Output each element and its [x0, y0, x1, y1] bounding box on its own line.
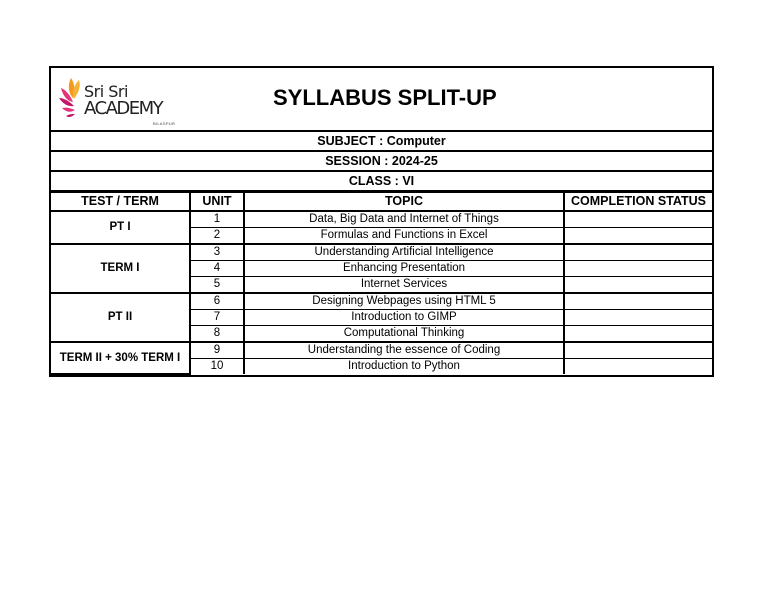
- unit-cell: 9: [190, 342, 244, 359]
- completion-status-cell: [564, 244, 712, 261]
- topic-cell: Computational Thinking: [244, 326, 564, 343]
- completion-status-cell: [564, 359, 712, 375]
- term-cell: TERM I: [51, 244, 190, 293]
- topic-cell: Introduction to GIMP: [244, 310, 564, 326]
- topic-cell: Designing Webpages using HTML 5: [244, 293, 564, 310]
- topic-cell: Introduction to Python: [244, 359, 564, 375]
- subject-row: SUBJECT : Computer: [51, 132, 712, 152]
- completion-status-cell: [564, 228, 712, 245]
- table-body: [51, 211, 712, 374]
- topic-cell: Understanding the essence of Coding: [244, 342, 564, 359]
- logo-text-line2: ACADEMY: [84, 98, 163, 119]
- column-header-test-term: TEST / TERM: [51, 193, 190, 212]
- unit-cell: 7: [190, 310, 244, 326]
- completion-status-cell: [564, 310, 712, 326]
- term-cell: PT II: [51, 293, 190, 342]
- syllabus-sheet: [49, 66, 714, 377]
- topic-cell: Enhancing Presentation: [244, 261, 564, 277]
- unit-cell: 10: [190, 359, 244, 375]
- unit-cell: 1: [190, 211, 244, 228]
- topic-cell: Formulas and Functions in Excel: [244, 228, 564, 245]
- table-header-row: [51, 193, 712, 212]
- completion-status-cell: [564, 261, 712, 277]
- unit-cell: 4: [190, 261, 244, 277]
- completion-status-cell: [564, 326, 712, 343]
- unit-cell: 5: [190, 277, 244, 294]
- class-row: CLASS : VI: [51, 172, 712, 192]
- syllabus-table: [51, 192, 712, 375]
- completion-status-cell: [564, 277, 712, 294]
- column-header-unit: UNIT: [190, 193, 244, 212]
- unit-cell: 6: [190, 293, 244, 310]
- topic-cell: Internet Services: [244, 277, 564, 294]
- session-row: SESSION : 2024-25: [51, 152, 712, 172]
- unit-cell: 3: [190, 244, 244, 261]
- column-header-topic: TOPIC: [244, 193, 564, 212]
- table-row: [51, 244, 712, 261]
- topic-cell: Data, Big Data and Internet of Things: [244, 211, 564, 228]
- table-row: [51, 342, 712, 359]
- completion-status-cell: [564, 211, 712, 228]
- unit-cell: 8: [190, 326, 244, 343]
- document-title: SYLLABUS SPLIT-UP: [273, 85, 497, 110]
- completion-status-cell: [564, 342, 712, 359]
- logo-text-line3: BILASPUR: [153, 121, 176, 126]
- term-cell: TERM II + 30% TERM I: [51, 342, 190, 374]
- table-row: [51, 293, 712, 310]
- unit-cell: 2: [190, 228, 244, 245]
- lotus-logo-icon: [57, 74, 87, 122]
- term-cell: PT I: [51, 211, 190, 244]
- logo-text-line1: Sri Sri: [84, 82, 128, 101]
- school-logo: [57, 74, 177, 126]
- completion-status-cell: [564, 293, 712, 310]
- table-row: [51, 211, 712, 228]
- sheet-header: [51, 68, 712, 132]
- topic-cell: Understanding Artificial Intelligence: [244, 244, 564, 261]
- column-header-completion-status: COMPLETION STATUS: [564, 193, 712, 212]
